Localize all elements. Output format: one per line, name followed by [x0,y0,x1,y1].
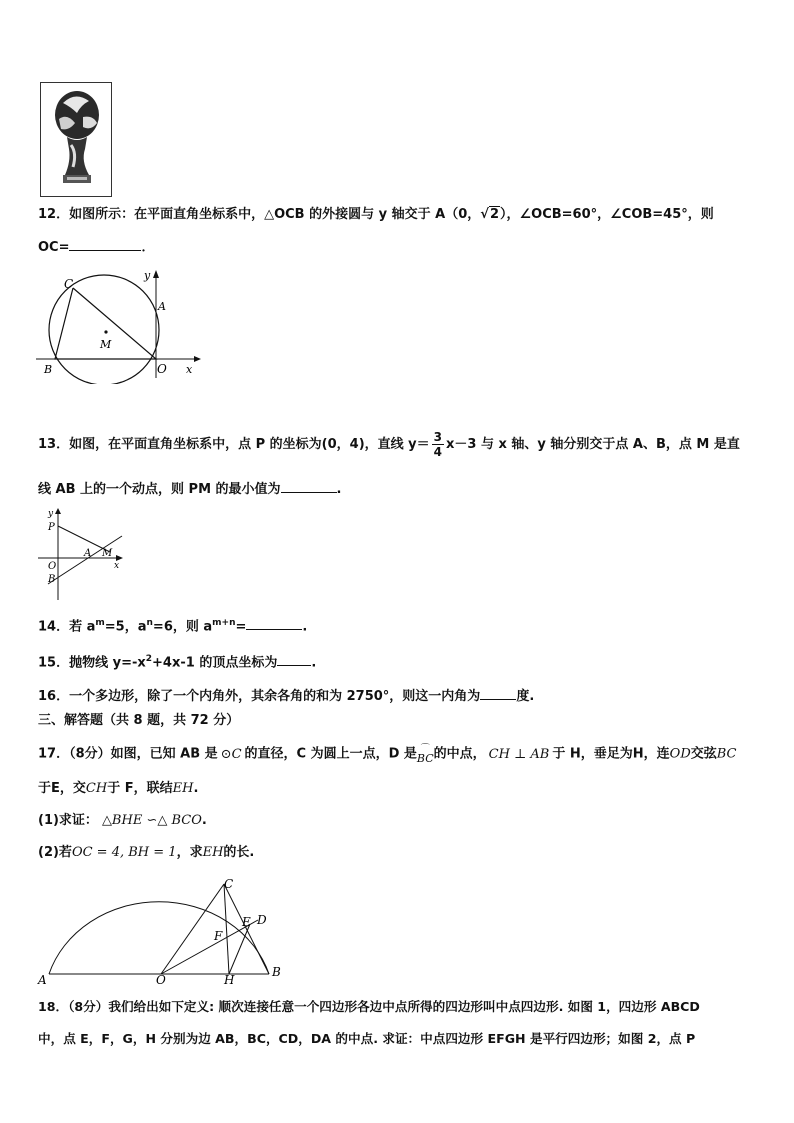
label-y: y [48,509,54,519]
fraction: $\frac{3}{4}$ [433,430,443,459]
label-x: x [186,363,193,376]
q18-line1: 18．（8分）我们给出如下定义: 顺次连接任意一个四边形各边中点所得的四边形叫中点四边形. 如图 1，四边形 ABCD [38,999,700,1014]
q12-figure [34,266,204,388]
label-h: H [224,973,235,984]
label-m: M [102,548,113,559]
sqrt-value: 2 [489,207,499,222]
label-b: B [48,574,56,585]
q17-line2: 于E，交CH于 F，联结EH. [38,781,199,796]
q12-line2: OC= ． [38,240,155,255]
answer-blank[interactable] [480,687,516,700]
label-a: A [84,548,92,559]
label-e: E [242,915,251,929]
q18-line2: 中，点 E，F，G，H 分别为边 AB，BC，CD，DA 的中点. 求证：中点四边形 EFGH 是平行四边形；如图 2，点 P [38,1031,696,1046]
label-o: O [157,362,167,376]
q14-line: 14．若 $a^m=5$，$a^n=6$，则 $a^{m+n}=$ . [38,618,308,635]
label-o: O [48,561,57,572]
arc-bc: ⌒ BC [416,744,434,765]
label-a: A [158,300,166,313]
label-a: A [38,973,47,984]
section-heading: 三、解答题（共 8 题，共 72 分） [38,713,240,728]
q16-line: 16．一个多边形，除了一个内角外，其余各角的和为 2750°，则这一内角为 度. [38,689,535,704]
trophy-icon [41,83,111,196]
answer-blank[interactable] [281,480,337,493]
label-m: M [100,338,112,351]
label-b: B [44,363,53,376]
trophy-image [40,82,112,197]
answer-blank[interactable] [277,653,311,666]
q17-line1: 17．（8分）如图，已知 AB 是 ⊙C 的直径，C 为圆上一点，D 是 ⌒ BC的中点， CH ⊥ AB 于 H，垂足为H，连OD交弦BC [38,744,737,765]
label-y: y [144,269,151,282]
q17-part1: (1)求证： △BHE ∽△ BCO. [38,813,207,828]
label-d: D [257,913,267,927]
label-x: x [114,561,120,571]
answer-blank[interactable] [69,238,141,251]
q17-figure [36,866,296,988]
q13-line2: 线 AB 上的一个动点，则 PM 的最小值为 . [38,482,342,497]
sqrt-symbol: √ [480,207,489,222]
label-o: O [156,973,166,984]
q13-line1: 13．如图，在平面直角坐标系中，点 P 的坐标为(0，4)，直线 y＝ $\frac{3}{4}$ x－3 与 x 轴、y 轴分别交于点 A、B，点 M 是直 [38,430,740,459]
q13-figure [36,506,136,608]
q15-line: 15．抛物线 $y=-x^2+4x-1$ 的顶点坐标为 . [38,654,317,671]
label-f: F [214,929,223,943]
q12-line1: 12．如图所示：在平面直角坐标系中，△OCB 的外接圆与 y 轴交于 A（0，√2），∠OCB=60°，∠COB=45°，则 [38,207,714,222]
label-c: C [224,877,234,891]
label-p: P [48,522,55,533]
label-b: B [272,965,281,979]
label-c: C [64,277,74,291]
q17-part2: (2)若OC = 4, BH = 1，求EH的长. [38,845,255,860]
answer-blank[interactable] [246,617,302,630]
